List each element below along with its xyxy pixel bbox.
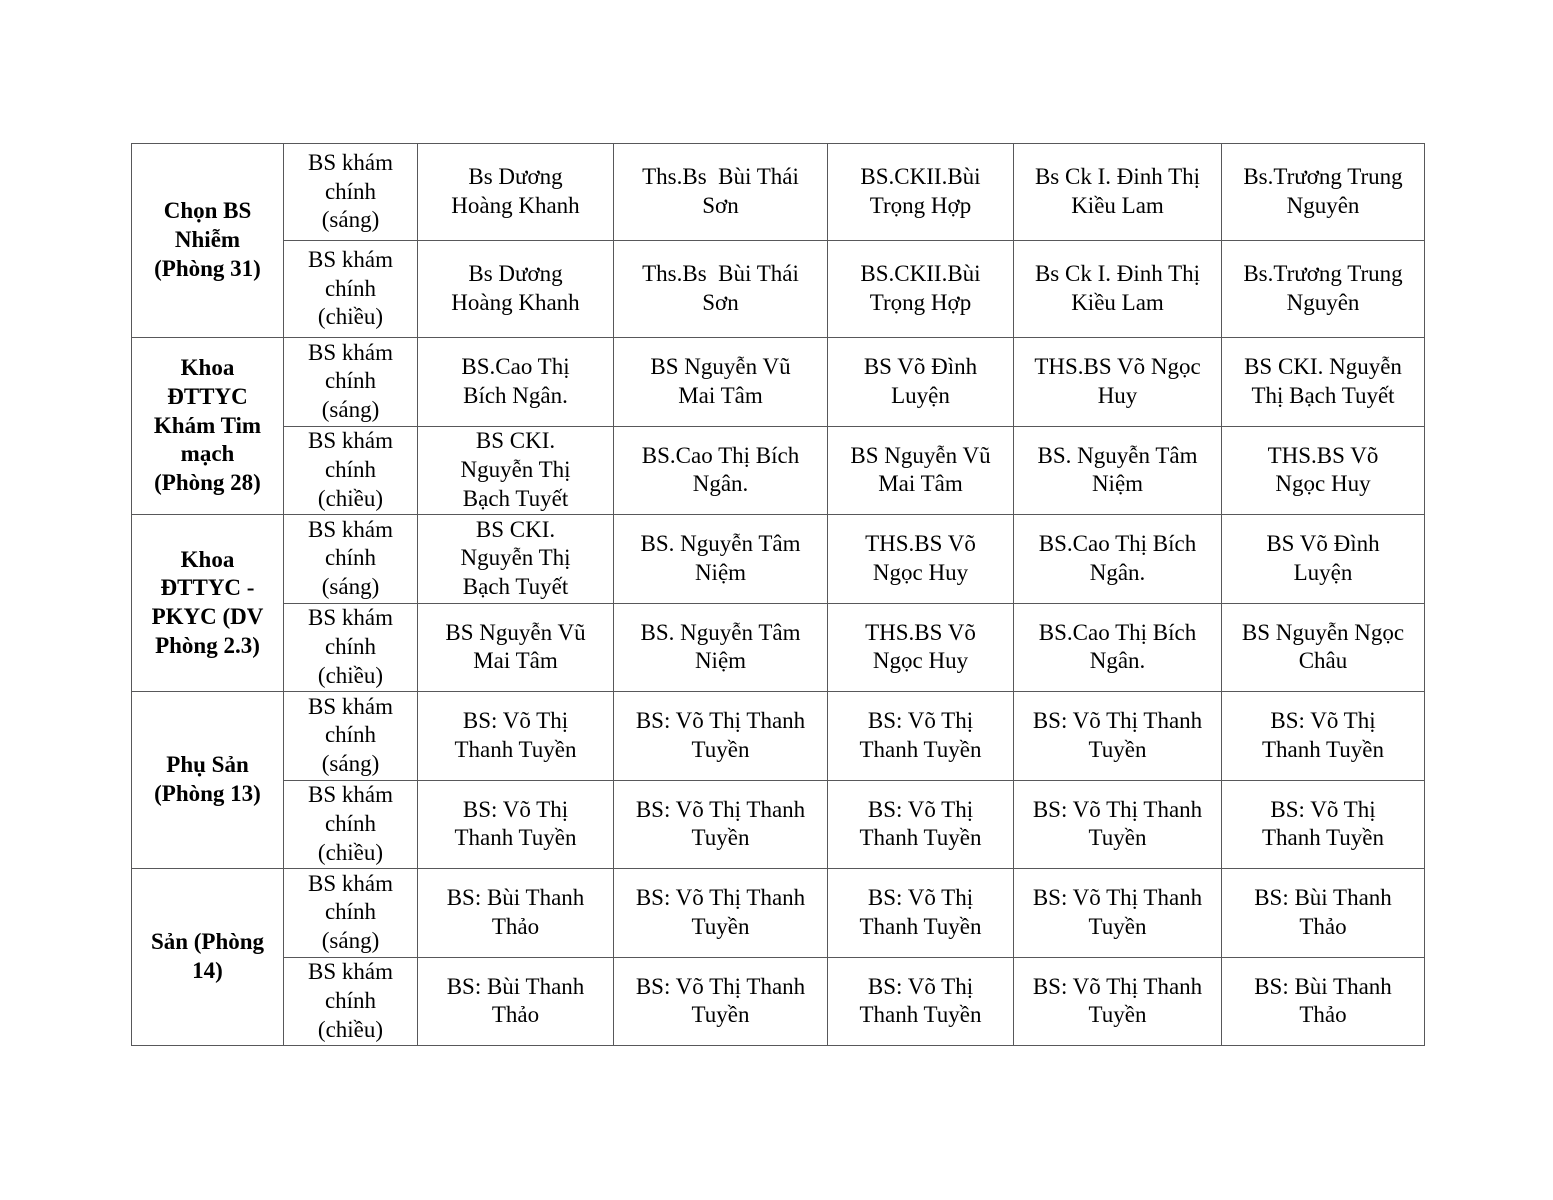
department-cell: Khoa ĐTTYC Khám Tim mạch (Phòng 28) [132, 338, 284, 515]
doctor-cell: Ths.Bs Bùi Thái Sơn [614, 144, 828, 241]
shift-label-morning: BS khám chính (sáng) [284, 869, 418, 958]
doctor-cell: BS: Bùi Thanh Thảo [418, 869, 614, 958]
section-4-afternoon-row [132, 957, 1425, 1046]
doctor-cell: Bs.Trương Trung Nguyên [1222, 241, 1425, 338]
shift-label-afternoon: BS khám chính (chiều) [284, 780, 418, 869]
doctor-cell: Bs Dương Hoàng Khanh [418, 144, 614, 241]
doctor-cell: BS.Cao Thị Bích Ngân. [1014, 515, 1222, 604]
doctor-cell: BS: Võ Thị Thanh Tuyền [828, 692, 1014, 781]
shift-label-afternoon: BS khám chính (chiều) [284, 426, 418, 515]
doctor-cell: BS: Võ Thị Thanh Tuyền [418, 692, 614, 781]
doctor-cell: BS Nguyễn Ngọc Châu [1222, 603, 1425, 692]
section-0-afternoon-row [132, 241, 1425, 338]
department-cell: Phụ Sản (Phòng 13) [132, 692, 284, 869]
section-0-morning-row [132, 144, 1425, 241]
doctor-cell: BS. Nguyễn Tâm Niệm [614, 515, 828, 604]
section-1-morning-row [132, 338, 1425, 427]
shift-label-morning: BS khám chính (sáng) [284, 515, 418, 604]
doctor-cell: BS: Võ Thị Thanh Tuyền [614, 692, 828, 781]
section-3-afternoon-row [132, 780, 1425, 869]
doctor-cell: BS: Võ Thị Thanh Tuyền [614, 869, 828, 958]
doctor-cell: Bs Ck I. Đinh Thị Kiều Lam [1014, 144, 1222, 241]
doctor-cell: BS.Cao Thị Bích Ngân. [1014, 603, 1222, 692]
doctor-cell: BS. Nguyễn Tâm Niệm [1014, 426, 1222, 515]
doctor-cell: BS Võ Đình Luyện [828, 338, 1014, 427]
doctor-cell: Bs.Trương Trung Nguyên [1222, 144, 1425, 241]
doctor-schedule-table [131, 143, 1425, 1046]
doctor-cell: BS.Cao Thị Bích Ngân. [418, 338, 614, 427]
doctor-cell: Ths.Bs Bùi Thái Sơn [614, 241, 828, 338]
shift-label-afternoon: BS khám chính (chiều) [284, 957, 418, 1046]
section-2-morning-row [132, 515, 1425, 604]
doctor-cell: BS: Võ Thị Thanh Tuyền [1014, 957, 1222, 1046]
doctor-cell: BS: Võ Thị Thanh Tuyền [1014, 869, 1222, 958]
shift-label-morning: BS khám chính (sáng) [284, 692, 418, 781]
doctor-cell: BS.Cao Thị Bích Ngân. [614, 426, 828, 515]
shift-label-afternoon: BS khám chính (chiều) [284, 241, 418, 338]
doctor-cell: BS: Võ Thị Thanh Tuyền [418, 780, 614, 869]
doctor-cell: BS Võ Đình Luyện [1222, 515, 1425, 604]
doctor-cell: BS: Võ Thị Thanh Tuyền [614, 957, 828, 1046]
section-3-morning-row [132, 692, 1425, 781]
doctor-cell: BS: Võ Thị Thanh Tuyền [828, 869, 1014, 958]
doctor-cell: BS: Bùi Thanh Thảo [1222, 869, 1425, 958]
doctor-cell: BS: Bùi Thanh Thảo [1222, 957, 1425, 1046]
doctor-cell: BS: Võ Thị Thanh Tuyền [614, 780, 828, 869]
department-cell: Khoa ĐTTYC - PKYC (DV Phòng 2.3) [132, 515, 284, 692]
doctor-cell: BS CKI. Nguyễn Thị Bạch Tuyết [418, 426, 614, 515]
doctor-cell: BS: Võ Thị Thanh Tuyền [1014, 780, 1222, 869]
doctor-cell: BS Nguyễn Vũ Mai Tâm [614, 338, 828, 427]
department-cell: Sản (Phòng 14) [132, 869, 284, 1046]
doctor-cell: BS: Bùi Thanh Thảo [418, 957, 614, 1046]
section-1-afternoon-row [132, 426, 1425, 515]
doctor-cell: THS.BS Võ Ngọc Huy [1222, 426, 1425, 515]
doctor-cell: BS: Võ Thị Thanh Tuyền [828, 957, 1014, 1046]
doctor-cell: THS.BS Võ Ngọc Huy [1014, 338, 1222, 427]
section-4-morning-row [132, 869, 1425, 958]
doctor-cell: BS: Võ Thị Thanh Tuyền [1222, 780, 1425, 869]
doctor-cell: BS. Nguyễn Tâm Niệm [614, 603, 828, 692]
doctor-cell: BS: Võ Thị Thanh Tuyền [1014, 692, 1222, 781]
shift-label-morning: BS khám chính (sáng) [284, 338, 418, 427]
shift-label-afternoon: BS khám chính (chiều) [284, 603, 418, 692]
doctor-cell: BS CKI. Nguyễn Thị Bạch Tuyết [1222, 338, 1425, 427]
doctor-cell: BS CKI. Nguyễn Thị Bạch Tuyết [418, 515, 614, 604]
doctor-cell: BS: Võ Thị Thanh Tuyền [828, 780, 1014, 869]
shift-label-morning: BS khám chính (sáng) [284, 144, 418, 241]
doctor-cell: THS.BS Võ Ngọc Huy [828, 603, 1014, 692]
doctor-cell: Bs Ck I. Đinh Thị Kiều Lam [1014, 241, 1222, 338]
doctor-cell: BS Nguyễn Vũ Mai Tâm [418, 603, 614, 692]
doctor-cell: BS.CKII.Bùi Trọng Hợp [828, 144, 1014, 241]
doctor-cell: Bs Dương Hoàng Khanh [418, 241, 614, 338]
section-2-afternoon-row [132, 603, 1425, 692]
doctor-cell: THS.BS Võ Ngọc Huy [828, 515, 1014, 604]
doctor-cell: BS: Võ Thị Thanh Tuyền [1222, 692, 1425, 781]
schedule-table-body [132, 144, 1425, 1046]
doctor-cell: BS Nguyễn Vũ Mai Tâm [828, 426, 1014, 515]
department-cell: Chọn BS Nhiễm (Phòng 31) [132, 144, 284, 338]
doctor-cell: BS.CKII.Bùi Trọng Hợp [828, 241, 1014, 338]
